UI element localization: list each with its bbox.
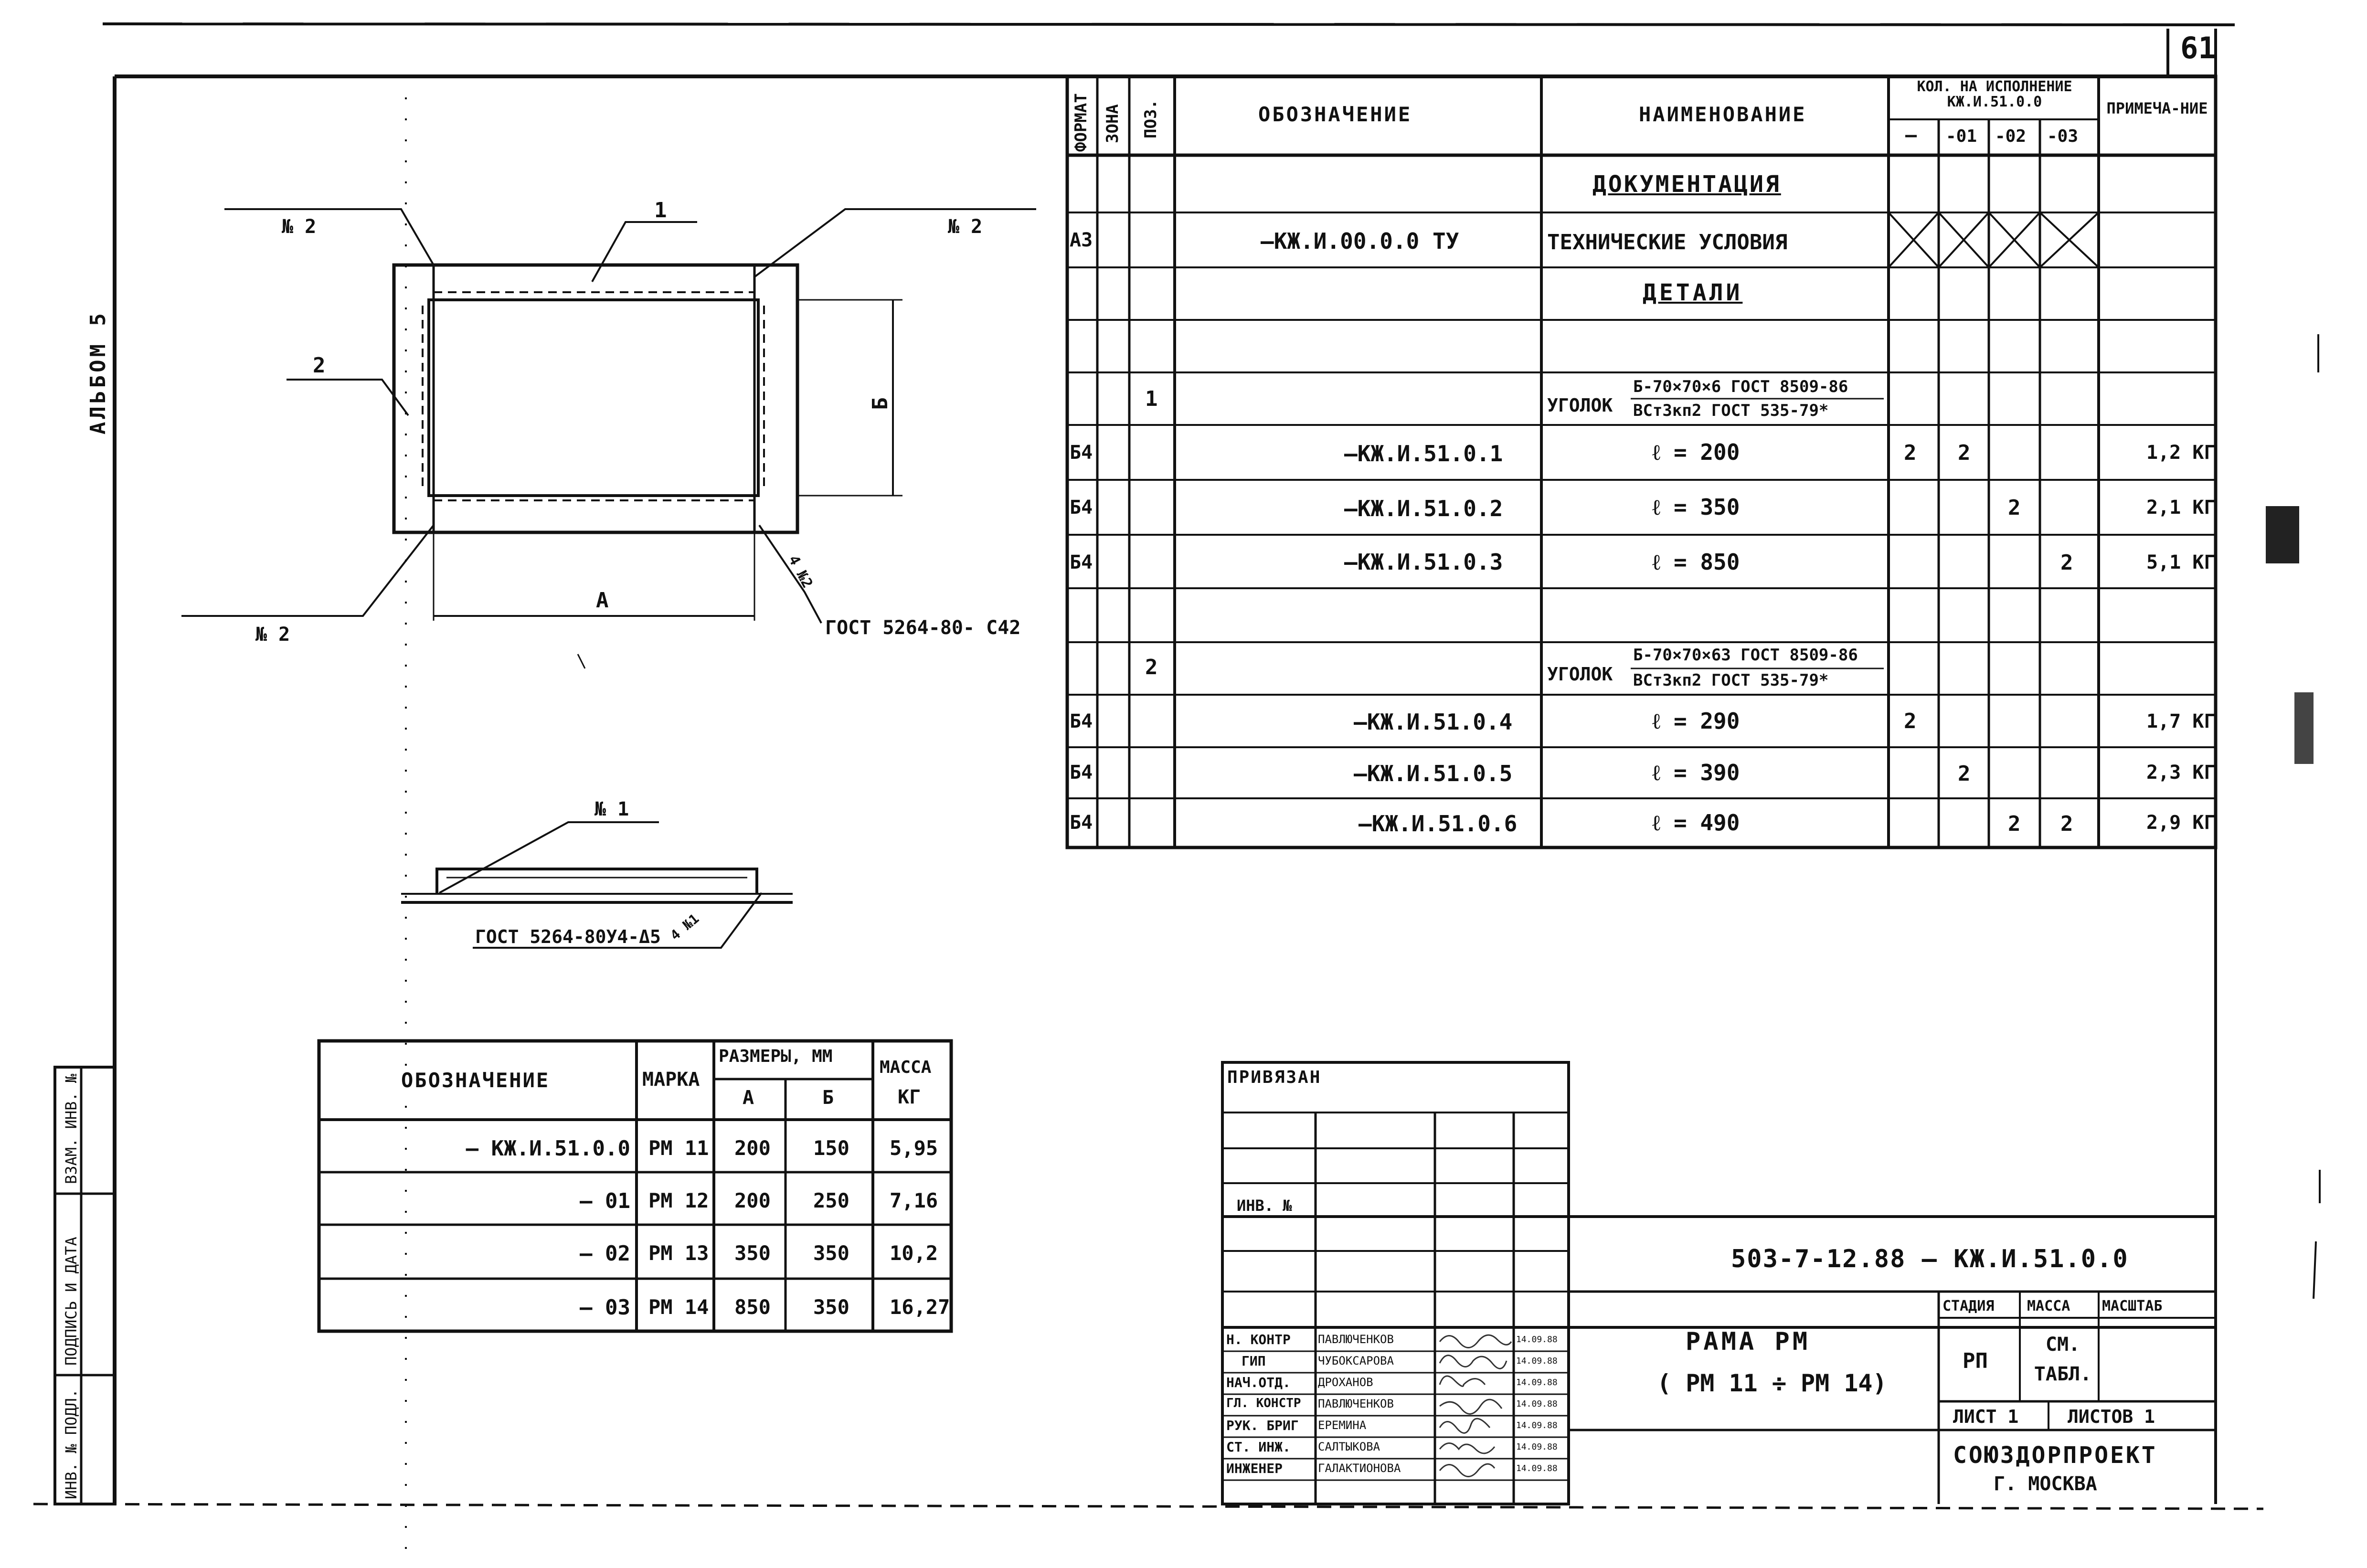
variant-mass: 10,2 xyxy=(890,1241,938,1265)
title-scale-label: МАСШТАБ xyxy=(2102,1298,2163,1314)
spec-row-format: Б4 xyxy=(1070,762,1093,784)
staff-role: ИНЖЕНЕР xyxy=(1226,1461,1283,1476)
spec-row-qty-2: 2 xyxy=(2008,812,2021,836)
spec-row-name: ℓ = 850 xyxy=(1652,549,1740,575)
spec-row-designation: –КЖ.И.51.0.1 xyxy=(1344,441,1503,466)
spec-row-format: Б4 xyxy=(1070,442,1093,464)
label-weld-n2-top-left: № 2 xyxy=(282,216,317,238)
spec-row-qty-2: 2 xyxy=(2008,496,2021,520)
label-position-1: 1 xyxy=(654,198,667,222)
spec-header-qty-col-0: — xyxy=(1905,124,1917,146)
spec-header-qty-col-2: -02 xyxy=(1995,127,2027,146)
label-weld-n2-top-right: № 2 xyxy=(948,216,983,238)
variant-mark: РМ 14 xyxy=(648,1295,709,1319)
spec-header-qty-col-3: -03 xyxy=(2047,127,2079,146)
spec-row-format: Б4 xyxy=(1070,551,1093,573)
spec-row-pos: 1 xyxy=(1145,387,1158,411)
variant-mark: РМ 12 xyxy=(648,1189,709,1212)
spec-row-note: 1,2 КГ xyxy=(2146,442,2216,464)
spec-row-qty-0: 2 xyxy=(1904,709,1917,733)
staff-date: 14.09.88 xyxy=(1516,1463,1558,1473)
variant-a: 350 xyxy=(734,1241,771,1265)
spec-row-name: ℓ = 350 xyxy=(1652,494,1740,520)
variants-header-designation: ОБОЗНАЧЕНИЕ xyxy=(401,1069,550,1092)
title-sheet: ЛИСТ 1 xyxy=(1953,1406,2019,1427)
variants-header-a: А xyxy=(743,1087,754,1109)
title-bound: ПРИВЯЗАН xyxy=(1227,1068,1322,1087)
spec-row-qty-0: 2 xyxy=(1904,441,1917,465)
title-stage: РП xyxy=(1963,1349,1988,1373)
variant-mark: РМ 13 xyxy=(648,1241,709,1265)
variant-mass: 16,27 xyxy=(890,1295,950,1319)
staff-role: СТ. ИНЖ. xyxy=(1226,1439,1291,1455)
staff-date: 14.09.88 xyxy=(1516,1335,1558,1345)
spec-row-note: 2,1 КГ xyxy=(2146,497,2216,519)
spec-header-zone: ЗОНА xyxy=(1103,104,1122,143)
spec-header-name: НАИМЕНОВАНИЕ xyxy=(1639,103,1807,126)
label-position-2: 2 xyxy=(313,353,326,378)
spec-row-qty-1: 2 xyxy=(1958,441,1971,465)
spec-row-name: ℓ = 290 xyxy=(1652,708,1740,734)
title-mass-label: МАССА xyxy=(2027,1298,2070,1314)
spec-section-documentation: ДОКУМЕНТАЦИЯ xyxy=(1592,171,1781,198)
spec-row-designation: –КЖ.И.00.0.0 ТУ xyxy=(1261,228,1459,254)
side-stamp-original-inv: ИНВ. № ПОДЛ. xyxy=(62,1388,80,1499)
title-city: Г. МОСКВА xyxy=(1994,1473,2097,1495)
spec-row-name: ТЕХНИЧЕСКИЕ УСЛОВИЯ xyxy=(1547,230,1788,254)
title-inv: ИНВ. № xyxy=(1237,1197,1292,1215)
variant-b: 350 xyxy=(813,1295,849,1319)
title-line-1: РАМА РМ xyxy=(1686,1327,1811,1356)
spec-header-qty: КОЛ. НА ИСПОЛНЕНИЕ КЖ.И.51.0.0 xyxy=(1917,78,2072,110)
spec-header-designation: ОБОЗНАЧЕНИЕ xyxy=(1258,103,1412,126)
staff-date: 14.09.88 xyxy=(1516,1399,1558,1409)
spec-row-note: 5,1 КГ xyxy=(2146,551,2216,573)
variant-a: 850 xyxy=(734,1295,771,1319)
staff-role: ГЛ. КОНСТР xyxy=(1226,1396,1301,1410)
spec-row-note: 2,9 КГ xyxy=(2146,812,2216,834)
variant-b: 150 xyxy=(813,1136,849,1160)
label-dimension-a: А xyxy=(596,588,609,613)
variants-header-mark: МАРКА xyxy=(642,1069,700,1091)
staff-name: ДРОХАНОВ xyxy=(1318,1376,1373,1389)
variant-a: 200 xyxy=(734,1136,771,1160)
spec-row-designation: –КЖ.И.51.0.3 xyxy=(1344,549,1503,575)
variants-header-b: Б xyxy=(822,1087,834,1109)
spec-row-designation: –КЖ.И.51.0.5 xyxy=(1354,761,1513,786)
spec-row-name: УГОЛОК xyxy=(1547,664,1613,685)
staff-name: ЧУБОКСАРОВА xyxy=(1318,1354,1394,1367)
spec-row-format: Б4 xyxy=(1070,710,1093,732)
title-line-2: ( РМ 11 ÷ РМ 14) xyxy=(1657,1369,1887,1397)
staff-role: РУК. БРИГ xyxy=(1226,1418,1299,1433)
staff-date: 14.09.88 xyxy=(1516,1442,1558,1452)
variants-header-sizes: РАЗМЕРЫ, ММ xyxy=(719,1047,833,1066)
staff-date: 14.09.88 xyxy=(1516,1356,1558,1366)
variant-a: 200 xyxy=(734,1189,771,1212)
spec-row-designation: –КЖ.И.51.0.6 xyxy=(1359,811,1518,837)
staff-name: ПАВЛЮЧЕНКОВ xyxy=(1318,1397,1394,1410)
spec-row-format: Б4 xyxy=(1070,812,1093,834)
spec-row-qty-3: 2 xyxy=(2060,551,2073,575)
label-gost-detail: ГОСТ 5264-80У4-Δ5 xyxy=(475,926,661,947)
spec-row-pos: 2 xyxy=(1145,655,1158,679)
spec-row-name: ℓ = 200 xyxy=(1652,439,1740,465)
title-org: СОЮЗДОРПРОЕКТ xyxy=(1953,1442,2157,1469)
staff-role: НАЧ.ОТД. xyxy=(1226,1375,1291,1390)
spec-section-details: ДЕТАЛИ xyxy=(1643,279,1743,306)
spec-header-qty-col-1: -01 xyxy=(1946,127,1977,146)
label-weld-n2-bottom-left: № 2 xyxy=(255,624,290,646)
variant-mark: РМ 11 xyxy=(648,1136,709,1160)
album-label: АЛЬБОМ 5 xyxy=(86,310,110,434)
staff-role: ГИП xyxy=(1242,1353,1266,1369)
spec-row-profile-top: Б-70×70×63 ГОСТ 8509-86 xyxy=(1633,646,1858,665)
variant-designation: – 01 xyxy=(580,1189,630,1213)
variant-designation: – 03 xyxy=(580,1295,630,1320)
spec-row-note: 2,3 КГ xyxy=(2146,762,2216,784)
spec-row-name: ℓ = 390 xyxy=(1652,760,1740,785)
title-stage-label: СТАДИЯ xyxy=(1942,1298,1995,1314)
variants-header-mass-unit: КГ xyxy=(898,1086,921,1108)
label-weld-detail: 4 №1 xyxy=(667,911,702,943)
variant-designation: – 02 xyxy=(580,1241,630,1266)
side-stamp-signature-date: ПОДПИСЬ И ДАТА xyxy=(62,1237,80,1366)
spec-header-pos: ПОЗ. xyxy=(1141,99,1160,138)
title-code: 503-7-12.88 – КЖ.И.51.0.0 xyxy=(1731,1245,2129,1273)
variants-header-mass: МАССА xyxy=(880,1058,932,1077)
label-dimension-b: Б xyxy=(868,397,892,410)
sheet-number: 61 xyxy=(2180,31,2216,65)
staff-name: ЕРЕМИНА xyxy=(1318,1419,1367,1432)
spec-row-name: ℓ = 490 xyxy=(1652,810,1740,836)
spec-row-profile-top: Б-70×70×6 ГОСТ 8509-86 xyxy=(1633,377,1848,396)
side-stamp-replace-inv: ВЗАМ. ИНВ. № xyxy=(62,1073,80,1184)
label-weld-n1: № 1 xyxy=(594,798,629,820)
label-weld-side: 4 №2 xyxy=(785,552,816,591)
spec-row-format: Б4 xyxy=(1070,497,1093,519)
label-gost-main: ГОСТ 5264-80- С42 xyxy=(825,617,1021,639)
staff-date: 14.09.88 xyxy=(1516,1377,1558,1388)
spec-row-profile-bottom: ВСт3кп2 ГОСТ 535-79* xyxy=(1633,401,1829,420)
staff-name: ГАЛАКТИОНОВА xyxy=(1318,1462,1401,1475)
variant-b: 350 xyxy=(813,1241,849,1265)
title-mass-value: СМ. ТАБЛ. xyxy=(2034,1334,2092,1385)
staff-role: Н. КОНТР xyxy=(1226,1332,1291,1347)
spec-row-note: 1,7 КГ xyxy=(2146,710,2216,732)
spec-row-qty-1: 2 xyxy=(1958,762,1971,786)
title-sheets: ЛИСТОВ 1 xyxy=(2068,1406,2155,1427)
spec-row-format: А3 xyxy=(1070,229,1093,251)
spec-row-name: УГОЛОК xyxy=(1547,395,1613,416)
spec-row-profile-bottom: ВСт3кп2 ГОСТ 535-79* xyxy=(1633,671,1829,690)
variant-designation: – КЖ.И.51.0.0 xyxy=(466,1136,630,1161)
spec-row-qty-3: 2 xyxy=(2060,812,2073,836)
variant-mass: 7,16 xyxy=(890,1189,938,1212)
spec-header-format: ФОРМАТ xyxy=(1072,93,1091,152)
variant-b: 250 xyxy=(813,1189,849,1212)
staff-name: ПАВЛЮЧЕНКОВ xyxy=(1318,1333,1394,1346)
staff-date: 14.09.88 xyxy=(1516,1420,1558,1430)
variant-mass: 5,95 xyxy=(890,1136,938,1160)
spec-row-designation: –КЖ.И.51.0.2 xyxy=(1344,496,1503,521)
staff-name: САЛТЫКОВА xyxy=(1318,1440,1380,1453)
spec-row-designation: –КЖ.И.51.0.4 xyxy=(1354,709,1513,735)
spec-header-note: ПРИМЕЧА-НИЕ xyxy=(2106,99,2208,117)
